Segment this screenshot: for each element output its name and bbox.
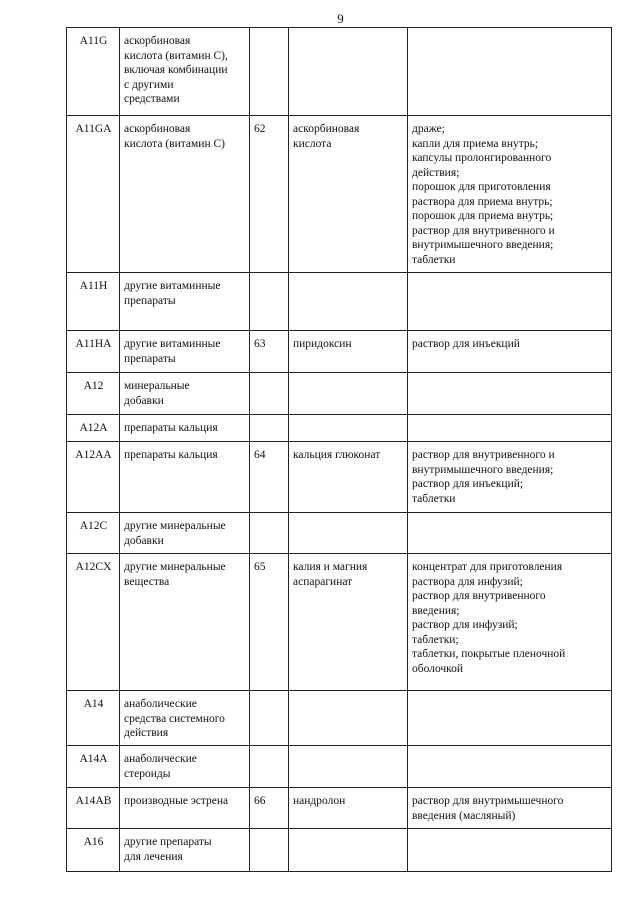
row-number-cell [250,415,289,442]
atc-group-cell: аскорбиновая кислота (витамин С) [120,116,250,273]
dosage-forms-cell [408,28,612,116]
row-number-cell [250,829,289,872]
atc-group-cell: препараты кальция [120,442,250,513]
atc-group-cell: производные эстрена [120,788,250,829]
atc-group-cell: анаболические средства системного действия [120,691,250,746]
atc-group-cell: другие витаминные препараты [120,273,250,331]
dosage-forms-cell [408,273,612,331]
atc-code-cell: A12AA [67,442,120,513]
dosage-forms-cell: раствор для внутримышечного введения (масляный) [408,788,612,829]
atc-group-cell: другие минеральные вещества [120,554,250,691]
atc-code-cell: A11HA [67,331,120,373]
medicines-table [66,27,612,872]
table-row [67,829,612,872]
row-number-cell: 62 [250,116,289,273]
dosage-forms-cell [408,746,612,788]
table-row [67,691,612,746]
drug-name-cell [289,28,408,116]
atc-group-cell: другие минеральные добавки [120,513,250,554]
row-number-cell [250,513,289,554]
dosage-forms-cell [408,513,612,554]
drug-name-cell [289,691,408,746]
drug-name-cell [289,273,408,331]
dosage-forms-cell [408,829,612,872]
page-number: 9 [337,11,344,26]
table-row [67,746,612,788]
drug-name-cell: нандролон [289,788,408,829]
dosage-forms-cell [408,415,612,442]
atc-code-cell: A14 [67,691,120,746]
drug-name-cell [289,746,408,788]
table-row [67,28,612,116]
drug-name-cell: калия и магния аспарагинат [289,554,408,691]
drug-name-cell [289,513,408,554]
dosage-forms-cell: концентрат для приготовления раствора для инфузий; раствор для внутривенного введения; раствор для инфузий; таблетки; таблетки, покрытые пленочной оболочкой [408,554,612,691]
drug-name-cell [289,373,408,415]
row-number-cell: 63 [250,331,289,373]
dosage-forms-cell: драже; капли для приема внутрь; капсулы пролонгированного действия; порошок для приготовления раствора для приема внутрь; порошок для приема внутрь; раствор для внутривенного и внутримышечного введения; таблетки [408,116,612,273]
table-row [67,513,612,554]
table-row [67,788,612,829]
dosage-forms-cell [408,691,612,746]
atc-group-cell: другие препараты для лечения [120,829,250,872]
row-number-cell: 66 [250,788,289,829]
atc-code-cell: A12C [67,513,120,554]
row-number-cell [250,28,289,116]
table-row [67,331,612,373]
dosage-forms-cell: раствор для внутривенного и внутримышечного введения; раствор для инъекций; таблетки [408,442,612,513]
atc-group-cell: анаболические стероиды [120,746,250,788]
row-number-cell [250,746,289,788]
drug-name-cell [289,415,408,442]
row-number-cell [250,691,289,746]
atc-code-cell: A11G [67,28,120,116]
row-number-cell: 65 [250,554,289,691]
table-row [67,373,612,415]
row-number-cell [250,373,289,415]
atc-group-cell: аскорбиновая кислота (витамин С), включая комбинации с другими средствами [120,28,250,116]
atc-code-cell: A14AB [67,788,120,829]
table-row [67,273,612,331]
atc-code-cell: A16 [67,829,120,872]
atc-code-cell: A11GA [67,116,120,273]
dosage-forms-cell: раствор для инъекций [408,331,612,373]
atc-group-cell: минеральные добавки [120,373,250,415]
dosage-forms-cell [408,373,612,415]
atc-group-cell: другие витаминные препараты [120,331,250,373]
atc-code-cell: A12 [67,373,120,415]
table-row [67,442,612,513]
table-row [67,116,612,273]
atc-code-cell: A12A [67,415,120,442]
drug-name-cell: аскорбиновая кислота [289,116,408,273]
atc-group-cell: препараты кальция [120,415,250,442]
row-number-cell [250,273,289,331]
row-number-cell: 64 [250,442,289,513]
atc-code-cell: A14A [67,746,120,788]
drug-name-cell: кальция глюконат [289,442,408,513]
atc-code-cell: A12CX [67,554,120,691]
table-row [67,554,612,691]
table-row [67,415,612,442]
drug-name-cell [289,829,408,872]
atc-code-cell: A11H [67,273,120,331]
drug-name-cell: пиридоксин [289,331,408,373]
